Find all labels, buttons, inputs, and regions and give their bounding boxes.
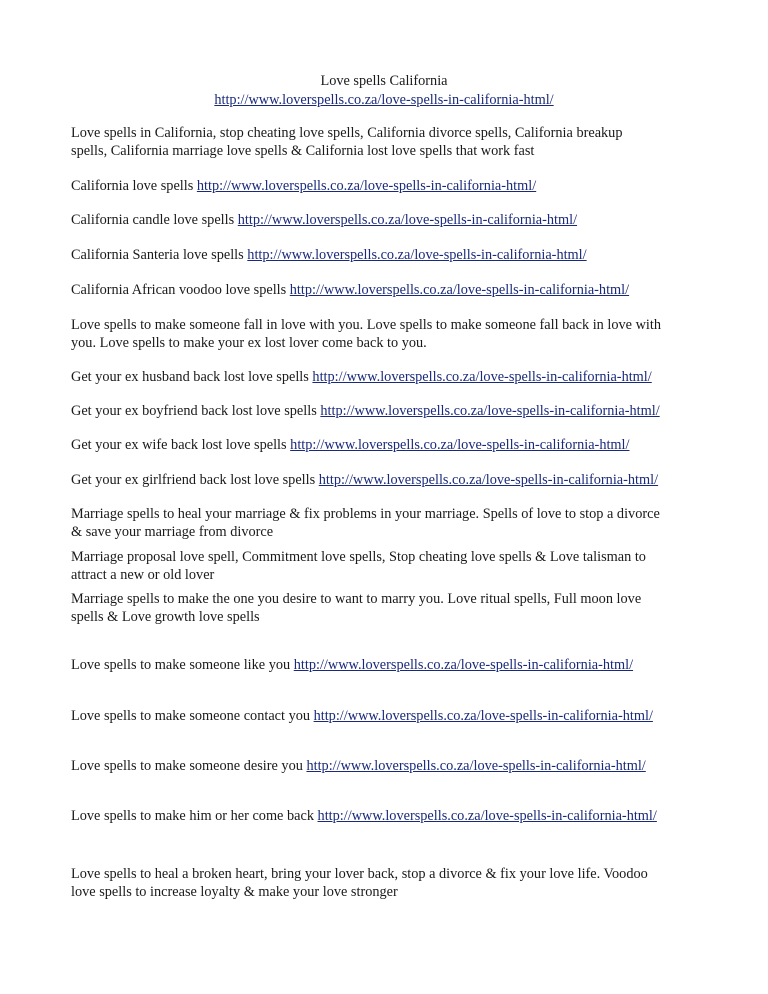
- list-item-text: Get your ex boyfriend back lost love spells: [71, 403, 321, 419]
- list-item-link[interactable]: http://www.loverspells.co.za/love-spells-in-california-html/: [237, 212, 578, 228]
- list-item-text: Love spells to make someone like you: [71, 657, 294, 673]
- title-link-line: [0, 91, 768, 109]
- list-item-link[interactable]: http://www.loverspells.co.za/love-spells-in-california-html/: [313, 708, 653, 724]
- list-item-link[interactable]: http://www.loverspells.co.za/love-spells-in-california-html/: [312, 369, 652, 385]
- list-item-text: Love spells to make someone contact you: [71, 708, 314, 724]
- intro-line-2: spells, California marriage love spells & California lost love spells that work fast: [71, 143, 535, 159]
- list-item-text: Love spells to make someone desire you: [71, 758, 307, 774]
- list-item-text: Get your ex girlfriend back lost love spells: [71, 472, 319, 488]
- marriage-paragraph-3-line-2: spells & Love growth love spells: [71, 609, 260, 625]
- list-item-text: California love spells: [71, 178, 197, 194]
- list-item-link[interactable]: http://www.loverspells.co.za/love-spells-in-california-html/: [306, 758, 646, 774]
- list-item: [71, 807, 657, 825]
- list-item-link[interactable]: http://www.loverspells.co.za/love-spells-in-california-html/: [290, 437, 630, 453]
- list-item-text: Get your ex husband back lost love spells: [71, 369, 313, 385]
- list-item: [71, 246, 587, 264]
- list-item: [71, 177, 536, 195]
- final-paragraph-line-1: Love spells to heal a broken heart, bring your lover back, stop a divorce & fix your love life. Voodoo: [71, 866, 648, 882]
- list-item-link[interactable]: http://www.loverspells.co.za/love-spells-in-california-html/: [293, 657, 634, 673]
- list-item-link[interactable]: http://www.loverspells.co.za/love-spells-in-california-html/: [320, 403, 660, 419]
- marriage-paragraph-1-line-1: Marriage spells to heal your marriage & fix problems in your marriage. Spells of love to stop a divorce: [71, 506, 660, 522]
- list-item: [71, 211, 577, 229]
- list-item-link[interactable]: http://www.loverspells.co.za/love-spells-in-california-html/: [196, 178, 537, 194]
- list-item-text: Get your ex wife back lost love spells: [71, 437, 291, 453]
- list-item: [71, 281, 629, 299]
- title-link[interactable]: http://www.loverspells.co.za/love-spells-in-california-html/: [214, 92, 554, 108]
- list-item-link[interactable]: http://www.loverspells.co.za/love-spells-in-california-html/: [317, 808, 657, 824]
- marriage-paragraph-2-line-1: Marriage proposal love spell, Commitment love spells, Stop cheating love spells & Love talisman to: [71, 549, 646, 565]
- list-item-text: California African voodoo love spells: [71, 282, 290, 298]
- list-item: [71, 471, 658, 489]
- list-item: [71, 368, 652, 386]
- list-item-link[interactable]: http://www.loverspells.co.za/love-spells-in-california-html/: [318, 472, 659, 488]
- list-item: [71, 402, 660, 420]
- page-title: Love spells California: [320, 73, 448, 89]
- list-item-link[interactable]: http://www.loverspells.co.za/love-spells-in-california-html/: [289, 282, 630, 298]
- list-item-text: California Santeria love spells: [71, 247, 248, 263]
- paragraph-2-line-1: Love spells to make someone fall in love with you. Love spells to make someone fall back in love with: [71, 317, 662, 333]
- marriage-paragraph-1-line-2: & save your marriage from divorce: [71, 524, 274, 540]
- list-item-text: Love spells to make him or her come back: [71, 808, 318, 824]
- final-paragraph-line-2: love spells to increase loyalty & make your love stronger: [71, 884, 398, 900]
- list-item: [71, 707, 653, 725]
- marriage-paragraph-3-line-1: Marriage spells to make the one you desire to want to marry you. Love ritual spells, Full moon love: [71, 591, 642, 607]
- list-item: [71, 757, 646, 775]
- list-item-text: California candle love spells: [71, 212, 238, 228]
- list-item-link[interactable]: http://www.loverspells.co.za/love-spells-in-california-html/: [247, 247, 587, 263]
- intro-line-1: Love spells in California, stop cheating love spells, California divorce spells, California breakup: [71, 125, 623, 141]
- list-item: [71, 436, 630, 454]
- list-item: [71, 656, 633, 674]
- paragraph-2-line-2: you. Love spells to make your ex lost lover come back to you.: [71, 335, 427, 351]
- marriage-paragraph-2-line-2: attract a new or old lover: [71, 567, 215, 583]
